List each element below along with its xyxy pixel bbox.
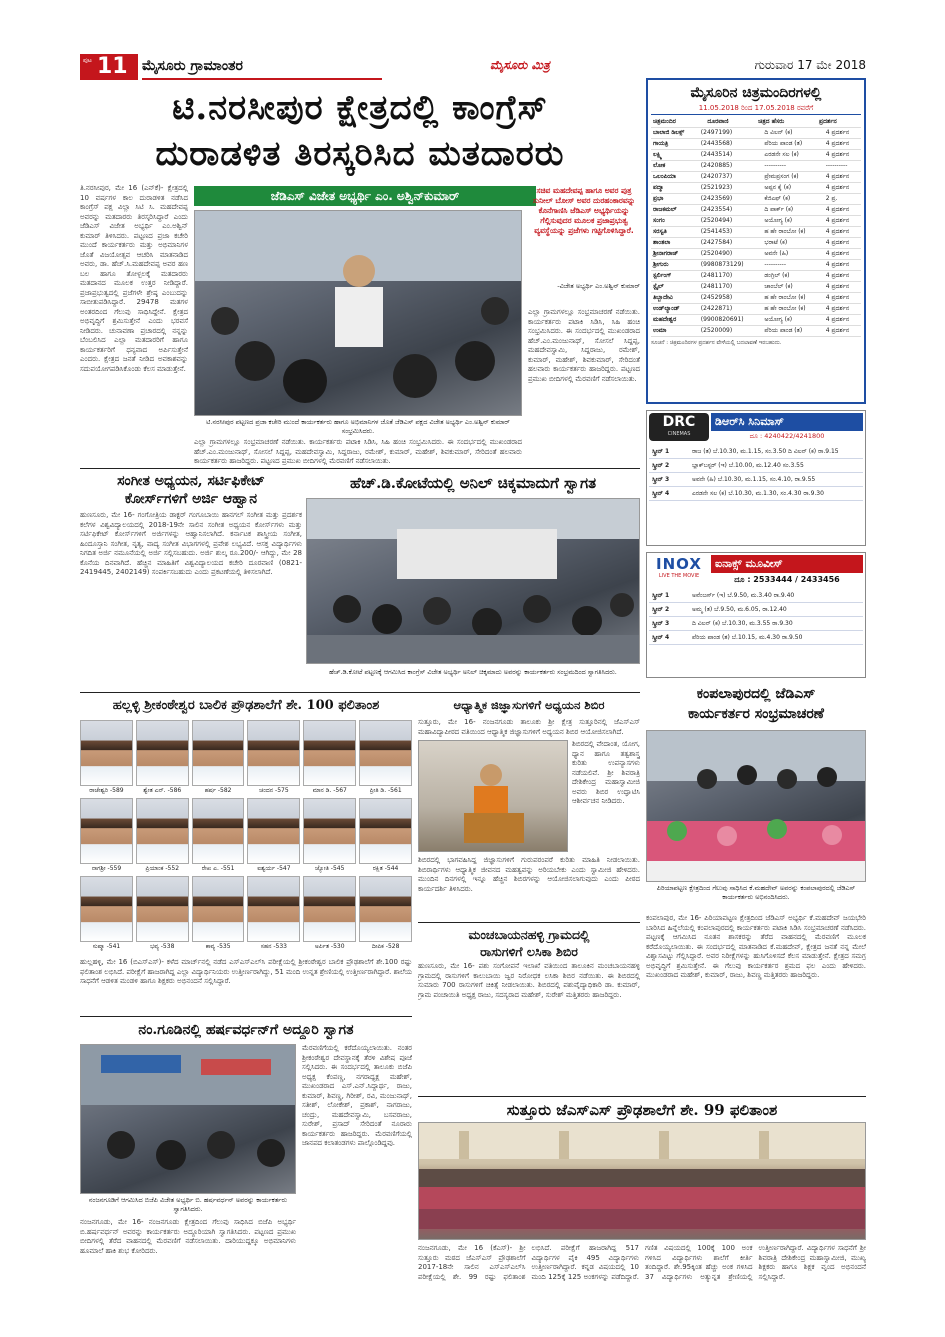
student-name: ಕಾವ್ಯ -535 (205, 943, 231, 950)
cinema-cell: (2521923) (699, 183, 763, 194)
cinema-cell: (2443514) (699, 150, 763, 161)
cinema-cell: (2420737) (699, 172, 763, 183)
cinema-row (651, 249, 861, 260)
lead-story (80, 86, 640, 466)
drc-phone: ದೂ : 4240422/4241800 (749, 432, 825, 440)
page-number-badge (80, 54, 138, 80)
vaccination-story (418, 926, 640, 1014)
cinema-cell: 4 ಪ್ರದರ್ಶನ (824, 315, 861, 326)
cinema-cell: ಅಯೋಗ್ಯ (ಕ) (762, 216, 823, 227)
screen-label: ಸ್ಕ್ರೀನ್ 1 (652, 592, 670, 599)
masthead (80, 54, 866, 80)
student-name: ಜ್ಯೋತಿ -545 (315, 865, 345, 872)
lead-banner (194, 186, 536, 206)
cinema-cell: ಚಾಂಬೆಲ್ (ಕ) (762, 282, 823, 293)
student-card (359, 798, 412, 876)
student-card (80, 720, 133, 798)
cinema-row (651, 128, 861, 139)
cinema-cell: (2452958) (699, 293, 763, 304)
spiritual-headline: ಆಧ್ಯಾತ್ಮಿಕ ಜಿಜ್ಞಾಸುಗಳಿಗೆ ಅಧ್ಯಯನ ಶಿಬಿರ (453, 698, 605, 712)
student-photo (247, 798, 300, 864)
drc-screen-row (649, 445, 863, 459)
drc-screen-row (649, 473, 863, 487)
student-name: ದೀಪಿಕ -528 (371, 943, 400, 950)
student-photo (192, 876, 245, 942)
screen-schedule: ದಿ ವಿಲನ್ (ಕ) ಬೆ.10.30, ಮ.3.55 ರಾ.9.30 (692, 620, 793, 627)
screen-schedule: ಅಮ್ಮ (ತ) ಬೆ.9.50, ಮ.6.05, ರಾ.12.40 (692, 606, 787, 613)
student-photo (136, 876, 189, 942)
cinema-row (651, 150, 861, 161)
cinema-cell: ಭರಾಟೆ (ಕ) (762, 238, 823, 249)
music-headline-1: ಸಂಗೀತ ಅಧ್ಯಯನ, ಸರ್ಟಿಫಿಕೇಟ್ (117, 473, 265, 489)
student-name: ಚಂದನ -575 (259, 787, 289, 794)
col-header: ಪ್ರದರ್ಶನ (817, 117, 861, 128)
inox-screen-row (649, 603, 863, 617)
harshavardhan-photo (80, 1044, 296, 1194)
screen-schedule: ಅವನೇ (ಹಿ) ಬೆ.10.30, ಮ.1.15, ಸಂ.4.10, ರಾ.9.55 (692, 476, 816, 483)
drc-name: ಡಿಆರ್‌ಸಿ ಸಿನಿಮಾಸ್ (715, 415, 784, 428)
cinema-cell: 4 ಪ್ರದರ್ಶನ (824, 139, 861, 150)
cinema-cell: ಮಹದೇಶ್ವರ (651, 315, 699, 326)
cinema-cell: ಹ ಹೇ ರಾಂಬೋ (ಕ) (762, 227, 823, 238)
drc-screen-row (649, 487, 863, 501)
student-name: ಮಾನ ಡಿ. -567 (312, 787, 347, 794)
student-name: ರಾಜೇಶ್ವರಿ -589 (89, 787, 124, 794)
suttur-story (418, 1100, 866, 1282)
col-header: ಚಿತ್ರಮಂದಿರ (651, 117, 705, 128)
students-group-illustration (419, 1123, 866, 1240)
cinema-cell: ಸ್ಟೈಲ್ (651, 282, 699, 293)
cinema-note: ಸೂಚನೆ : ಚಿತ್ರಮಂದಿರಗಳ ಪ್ರದರ್ಶನ ವೇಳೆಯಲ್ಲಿ ಬದಲಾವಣೆ ಇರಬಹುದು. (651, 340, 782, 346)
cinema-cell: 4 ಪ್ರದರ್ಶನ (824, 282, 861, 293)
cinema-cell: ಪೆರಿಯ ಪಾಂಡ (ತ) (762, 326, 823, 337)
drc-screen-row (649, 459, 863, 473)
drc-name-bar (711, 413, 863, 431)
student-name: ರೇಖ ಎ. -551 (201, 865, 235, 872)
divider (80, 692, 640, 693)
student-name: ಐಶ್ವರ್ಯ -547 (257, 865, 291, 872)
student-name: ಅರ್ಪಿತ -530 (314, 943, 345, 950)
lead-photo-continuation: ಎಲ್ಲಾ ಗ್ರಾಮಗಳಲ್ಲೂ ಸಂಭ್ರಮಾಚರಣೆ ನಡೆಯಿತು. ಕಾರ್ಯಕರ್ತರು ಪಟಾಕಿ ಸಿಡಿಸಿ, ಸಿಹಿ ಹಂಚಿ ಸಂಭ್ರಮಿಸಿದರು. ಈ ಸಂದರ್ಭದಲ್ಲಿ ಮುಖಂಡರಾದ ಹೆಚ್.ಎಂ.ಮಂಜುನಾಥ್, ಸೋಸಲೆ ಸಿದ್ದಪ್ಪ, ಮಹದೇವಸ್ವಾಮಿ, ಸಿದ್ದರಾಜು, ರಮೇಶ್, ಕುಮಾರ್, ಮಹೇಶ್, ಶಿವಕುಮಾರ್, ಸೇರಿದಂತೆ ಹಲವಾರು ಕಾರ್ಯಕರ್ತರು ಹಾಜರಿದ್ದರು. ಪಟ್ಟಣದ ಪ್ರಮುಖ ಬೀದಿಗಳಲ್ಲಿ ಮೆರವಣಿಗೆ ನಡೆಸಲಾಯಿತು. (194, 438, 522, 465)
cinema-cell: 4 ಪ್ರದರ್ಶನ (824, 227, 861, 238)
inox-screen-row (649, 617, 863, 631)
screen-label: ಸ್ಕ್ರೀನ್ 1 (652, 448, 670, 455)
lead-quote-author: -ವಿಜೇತ ಅಭ್ಯರ್ಥಿ ಎಂ.ಅಶ್ವಿನ್ ಕುಮಾರ್ (557, 282, 640, 290)
col-header: ಚಿತ್ರದ ಹೆಸರು (756, 117, 817, 128)
screen-schedule: ಎರಡನೇ ಸಲ (ಕ) ಬೆ.10.30, ಮ.1.30, ಸಂ.4.30 ರಾ.9.30 (692, 490, 824, 497)
vaccination-headline-1: ಮಂಚಬಾಯನಹಳ್ಳಿ ಗ್ರಾಮದಲ್ಲಿ (468, 927, 590, 942)
screen-schedule: ಪೆರಿಯ ಪಾಂಡ (ತ) ಬೆ.10.15, ಮ.4.30 ರಾ.9.50 (692, 634, 803, 641)
cinema-cell: ಶ್ರೀನಾಗರಾಜ್ (651, 249, 699, 260)
cinema-cell: (2427584) (699, 238, 763, 249)
cinema-cell: ಸ್ಟರ್ಲಿಂಗ್ (651, 271, 699, 282)
cinema-row (651, 216, 861, 227)
cinema-table-header (651, 117, 861, 128)
page-label: ಪುಟ (83, 57, 92, 64)
drc-logo-sub: CINEMAS (667, 431, 691, 437)
cinema-cell: (2481170) (699, 271, 763, 282)
cinema-cell: 4 ಪ್ರದರ್ಶನ (824, 128, 861, 139)
screen-schedule: ಬ್ಲಾಕ್‌ಬಸ್ಟರ್ (ಇ) ಬೆ.10.00, ಮ.12.40 ಸಂ.3.55 (692, 462, 804, 469)
student-photo (192, 798, 245, 864)
cinema-cell: ಲೋಕ (651, 161, 699, 172)
hdkote-caption: ಹೆಚ್.ಡಿ.ಕೋಟೆ ಪಟ್ಟಣಕ್ಕೆ ಆಗಮಿಸಿದ ಕಾಂಗ್ರೆಸ್ ವಿಜೇತ ಅಭ್ಯರ್ಥಿ ಅನಿಲ್ ಚಿಕ್ಕಮಾದು ಅವರನ್ನು ಕಾರ್ಯಕರ್ತರು ಸಂಭ್ರಮದಿಂದ ಸ್ವಾಗತಿಸಿದರು. (329, 668, 617, 676)
student-photo (303, 876, 356, 942)
student-card (136, 720, 189, 798)
cinema-cell: ಅವನೇ (ಹಿ) (762, 249, 823, 260)
cinema-listings (646, 78, 866, 404)
student-name: ಪ್ರೀತಿ ಡಿ. -561 (369, 787, 402, 794)
cinema-cell: ಶಾಂತಲಾ (651, 238, 699, 249)
kampalapura-photo (646, 730, 866, 882)
cinema-row (651, 227, 861, 238)
cinema-cell: (2423569) (699, 194, 763, 205)
student-photo (359, 720, 412, 786)
screen-schedule: ಅವೆಂಜರ್ಸ್ (ಇ) ಬೆ.9.50, ಮ.3.40 ರಾ.9.40 (692, 592, 795, 599)
inox-name-bar (711, 555, 863, 573)
student-name: ಭವ್ಯ -538 (150, 943, 175, 950)
hdkote-story (306, 472, 640, 690)
vaccination-headline-2: ರಾಸುಗಳಿಗೆ ಲಸಿಕಾ ಶಿಬಿರ (480, 944, 578, 959)
cinema-row (651, 271, 861, 282)
student-grid (80, 720, 412, 954)
student-name: ಶ್ವೇತ ಎನ್. -586 (143, 787, 182, 794)
cinema-row (651, 194, 861, 205)
harshavardhan-caption: ನಂಜನಗೂಡಿಗೆ ಆಗಮಿಸಿದ ಬಿಜೆಪಿ ವಿಜೇತ ಅಭ್ಯರ್ಥಿ ಬಿ. ಹರ್ಷವರ್ಧನ್ ಅವರನ್ನು ಕಾರ್ಯಕರ್ತರು ಸ್ವಾಗತಿಸಿದರು. (88, 1196, 288, 1213)
student-photo (80, 798, 133, 864)
cinema-cell: (2497199) (699, 128, 763, 139)
cinema-cell: (2443568) (699, 139, 763, 150)
lead-photo-caption: ಟಿ.ನರಸೀಪುರ ಪಟ್ಟಣದ ಪ್ರಜಾ ಕಚೇರಿ ಮುಂದೆ ಕಾರ್ಯಕರ್ತರು ಹಾಗೂ ಅಭಿಮಾನಿಗಳ ಜೊತೆ ಜೆಡಿಎಸ್ ಪಕ್ಷದ ವಿಜೇತ ಅಭ್ಯರ್ಥಿ ಎಂ.ಅಶ್ವಿನ್ ಕುಮಾರ್ ಸಂಭ್ರಮಿಸಿದರು. (206, 418, 510, 435)
harshavardhan-headline: ನಂ.ಗೂಡಿನಲ್ಲಿ ಹರ್ಷವರ್ಧನ್‌ಗೆ ಅದ್ದೂರಿ ಸ್ವಾಗತ (138, 1022, 354, 1038)
cinema-cell: ಅಪ್ಪನ ಕೈ (ಕ) (762, 183, 823, 194)
cinema-cell: ರಾಜಕಮಲ್ (651, 205, 699, 216)
cinema-cell: (2520490) (699, 249, 763, 260)
cinema-cell: 4 ಪ್ರದರ್ಶನ (824, 260, 861, 271)
screen-label: ಸ್ಕ್ರೀನ್ 2 (652, 606, 670, 613)
student-photo (80, 876, 133, 942)
harshavardhan-side: ಮೆರವಣಿಗೆಯಲ್ಲಿ ಕರೆದೊಯ್ಯಲಾಯಿತು. ನಂತರ ಶ್ರೀಕಂಠೇಶ್ವರ ದೇವಸ್ಥಾನಕ್ಕೆ ತೆರಳಿ ವಿಶೇಷ ಪೂಜೆ ಸಲ್ಲಿಸಿದರು. ಈ ಸಂದರ್ಭದಲ್ಲಿ ತಾಲೂಕು ಬಿಜೆಪಿ ಅಧ್ಯಕ್ಷ ಕೆಂಪಣ್ಣ, ನಗರಾಧ್ಯಕ್ಷ ಮಹೇಶ್, ಮುಖಂಡರಾದ ಎಸ್.ಎನ್.ಸಿದ್ದಾರ್ಥ, ರಾಜು, ಕುಮಾರ್, ಶಿವಣ್ಣ, ಗಿರೀಶ್, ರವಿ, ಮಂಜುನಾಥ್, ಸತೀಶ್, ಲೋಕೇಶ್, ಪ್ರಕಾಶ್, ನಾಗರಾಜು, ಚಂದ್ರು, ಮಹದೇವಸ್ವಾಮಿ, ಬಸವರಾಜು, ಸುರೇಶ್, ಪ್ರಸಾದ್ ಸೇರಿದಂತೆ ನೂರಾರು ಕಾರ್ಯಕರ್ತರು ಹಾಜರಿದ್ದರು. ಮೆರವಣಿಗೆಯಲ್ಲಿ ಜಾನಪದ ಕಲಾತಂಡಗಳು ಪಾಲ್ಗೊಂಡಿದ್ದವು. (302, 1044, 412, 1147)
student-photo (136, 720, 189, 786)
cinema-row (651, 315, 861, 326)
cinema-cell: (9900820691) (699, 315, 763, 326)
cinema-cell: (2423554) (699, 205, 763, 216)
drc-logo (649, 413, 709, 441)
screen-label: ಸ್ಕ್ರೀನ್ 4 (652, 634, 670, 641)
student-name: ಹರ್ಷ -582 (204, 787, 232, 794)
crowd-illustration (195, 211, 522, 416)
music-story (80, 472, 302, 690)
student-card (247, 876, 300, 954)
cinema-cell: ---------- (762, 260, 823, 271)
lead-quote-box (528, 186, 640, 304)
cinema-cell: ಪ್ರಭಾ (651, 194, 699, 205)
student-card (359, 720, 412, 798)
student-card (303, 720, 356, 798)
student-photo (247, 720, 300, 786)
student-card (359, 876, 412, 954)
school-headline: ಹಲ್ಲಳ್ಳಿ ಶ್ರೀಕಂಠೇಶ್ವರ ಬಾಲಿಕ ಪ್ರೌಢಶಾಲೆಗೆ ಶೇ. 100 ಫಲಿತಾಂಶ (112, 698, 380, 713)
student-card (80, 876, 133, 954)
cinema-rows (651, 128, 861, 337)
lead-quote: ಸಚಿವ ಮಹದೇವಪ್ಪ ಹಾಗೂ ಅವರ ಪುತ್ರ ಸುನೀಲ್ ಬೋಸ್ ಅವರ ದುರಹಂಕಾರವನ್ನು ಕೊನೆಗಾಣಿಸಿ ಜೆಡಿಎಸ್ ಅಭ್ಯರ್ಥಿಯನ್ನು ಗೆಲ್ಲಿಸುವುದರ ಮೂಲಕ ಪ್ರಜಾಪ್ರಭುತ್ವ ವ್ಯವಸ್ಥೆಯನ್ನು ಪ್ರಜೆಗಳು ಗಟ್ಟಿಗೊಳಿಸಿದ್ದಾರೆ. (532, 186, 636, 235)
suttur-headline: ಸುತ್ತೂರು ಜೆಎಸ್‌ಎಸ್ ಪ್ರೌಢಶಾಲೆಗೆ ಶೇ. 99 ಫಲಿತಾಂಶ (506, 1101, 778, 1119)
lead-photo (194, 210, 522, 416)
paper-name: ಮೈಸೂರು ಮಿತ್ರ (490, 58, 550, 72)
kampalapura-caption: ಪಿರಿಯಾಪಟ್ಟಣ ಕ್ಷೇತ್ರದಿಂದ ಗೆಲುವು ಸಾಧಿಸಿದ ಕೆ.ಮಹದೇವ್ ಅವರನ್ನು ಕಂಪಲಾಪುರದಲ್ಲಿ ಜೆಡಿಎಸ್ ಕಾರ್ಯಕರ್ತರು ಅಭಿನಂದಿಸಿದರು. (656, 884, 856, 901)
cinema-cell: 4 ಪ್ರದರ್ಶನ (824, 172, 861, 183)
cinema-cell: ಉಡ್‌ಲ್ಯಾಂಡ್ (651, 304, 699, 315)
student-card (247, 798, 300, 876)
cinema-table (651, 117, 861, 128)
cinema-cell: ಪದ್ಮಾ (651, 183, 699, 194)
student-photo (303, 720, 356, 786)
cinema-cell: 4 ಪ್ರದರ್ಶನ (824, 271, 861, 282)
cinema-cell: 4 ಪ್ರದರ್ಶನ (824, 150, 861, 161)
inox-movies (646, 552, 866, 678)
cinema-cell: ---------- (762, 161, 823, 172)
student-card (303, 876, 356, 954)
inox-name: ಐನಾಕ್ಸ್ ಮೂವೀಸ್ (715, 557, 783, 570)
cinema-row (651, 161, 861, 172)
cinema-cell: 4 ಪ್ರದರ್ಶನ (824, 326, 861, 337)
drc-logo-text: DRC (662, 414, 696, 430)
cinema-row (651, 260, 861, 271)
student-name: ಸಹನ -533 (260, 943, 288, 950)
hdkote-headline: ಹೆಚ್.ಡಿ.ಕೋಟೆಯಲ್ಲಿ ಅನಿಲ್ ಚಿಕ್ಕಮಾದುಗೆ ಸ್ವಾಗತ (349, 474, 597, 492)
cinema-cell: ಸಂಗಂ (651, 216, 699, 227)
cinema-cell: ದಿ ವಿಲನ್ (ಕ) (762, 128, 823, 139)
cinema-cell: ಡಂಗ್ರಿಲ್ (ಕ) (762, 271, 823, 282)
cinema-cell: (2520009) (699, 326, 763, 337)
lead-banner-text: ಜೆಡಿಎಸ್ ವಿಜೇತ ಅಭ್ಯರ್ಥಿ ಎಂ. ಅಶ್ವಿನ್‌ಕುಮಾರ್ (270, 189, 460, 203)
spiritual-body: ಶಿಬಿರದಲ್ಲಿ ಭಾಗವಹಿಸಿದ್ದ ಜಿಜ್ಞಾಸುಗಳಿಗೆ ಗುರುಪರಂಪರೆ ಕುರಿತು ಮಾಹಿತಿ ನೀಡಲಾಯಿತು. ಶಿಬಿರಾರ್ಥಿಗಳು ಆಧ್ಯಾತ್ಮಿಕ ಜೀವನದ ಮಹತ್ವವನ್ನು ಅರಿಯಬೇಕು ಎಂದು ಸ್ವಾಮೀಜಿ ಹೇಳಿದರು. ಮುಂದಿನ ದಿನಗಳಲ್ಲಿ ಇನ್ನೂ ಹೆಚ್ಚಿನ ಶಿಬಿರಗಳನ್ನು ಆಯೋಜಿಸಲಾಗುವುದು ಎಂದು ಪೀಠದ ಕಾರ್ಯದರ್ಶಿ ತಿಳಿಸಿದರು. (418, 856, 640, 893)
cinema-row (651, 172, 861, 183)
school-body: ಹುಲ್ಲಹಳ್ಳಿ, ಮೇ 16 (ಬಿಎಸ್‌ಎಸ್)- ಕಳೆದ ಮಾರ್ಚ್‌ನಲ್ಲಿ ನಡೆದ ಎಸ್‌ಎಸ್‌ಎಲ್‌ಸಿ ಪರೀಕ್ಷೆಯಲ್ಲಿ ಶ್ರೀಕಂಠೇಶ್ವರ ಬಾಲಿಕ ಪ್ರೌಢಶಾಲೆಗೆ ಶೇ.100 ರಷ್ಟು ಫಲಿತಾಂಶ ಲಭಿಸಿದೆ. ಪರೀಕ್ಷೆಗೆ ಹಾಜರಾಗಿದ್ದ ಎಲ್ಲಾ ವಿದ್ಯಾರ್ಥಿನಿಯರು ಉತ್ತೀರ್ಣರಾಗಿದ್ದು, 51 ಮಂದಿ ಉನ್ನತ ಶ್ರೇಣಿಯಲ್ಲಿ ಉತ್ತೀರ್ಣರಾಗಿದ್ದಾರೆ. ಶಾಲೆಯ ಸಾಧನೆಗೆ ಆಡಳಿತ ಮಂಡಳಿ ಹಾಗೂ ಶಿಕ್ಷಕರು ಅಭಿನಂದನೆ ಸಲ್ಲಿಸಿದ್ದಾರೆ. (80, 958, 412, 985)
cinema-row (651, 304, 861, 315)
student-photo (359, 798, 412, 864)
cinema-cell: ಪ್ರೇಮಪ್ರಸಂಗ (ಕ) (762, 172, 823, 183)
divider (80, 1016, 412, 1017)
cinema-cell: (9980873129) (699, 260, 763, 271)
suttur-group-photo (418, 1122, 866, 1240)
lead-headline-line-1: ಟಿ.ನರಸೀಪುರ ಕ್ಷೇತ್ರದಲ್ಲಿ ಕಾಂಗ್ರೆಸ್ (172, 88, 548, 128)
rally-illustration (307, 499, 640, 664)
screen-schedule: ರಾಜ (ತ) ಬೆ.10.30, ಮ.1.15, ಸಂ.3.50 ದಿ ವಿಲನ್ (ಕ) ರಾ.9.15 (692, 448, 839, 455)
student-name: ರಕ್ಷಿತ -544 (372, 865, 399, 872)
cinema-row (651, 139, 861, 150)
kampalapura-body: ಕಂಪಲಾಪುರ, ಮೇ 16- ಪಿರಿಯಾಪಟ್ಟಣ ಕ್ಷೇತ್ರದಿಂದ ಜೆಡಿಎಸ್ ಅಭ್ಯರ್ಥಿ ಕೆ.ಮಹದೇವ್ ಜಯಭೇರಿ ಬಾರಿಸಿದ ಹಿನ್ನೆಲೆಯಲ್ಲಿ ಕಂಪಲಾಪುರದಲ್ಲಿ ಕಾರ್ಯಕರ್ತರು ಪಟಾಕಿ ಸಿಡಿಸಿ ಸಂಭ್ರಮಾಚರಣೆ ನಡೆಸಿದರು. ಪಟ್ಟಣಕ್ಕೆ ಆಗಮಿಸಿದ ನೂತನ ಶಾಸಕರನ್ನು ತೆರೆದ ವಾಹನದಲ್ಲಿ ಮೆರವಣಿಗೆ ಮೂಲಕ ಕರೆದೊಯ್ಯಲಾಯಿತು. ಈ ಸಂದರ್ಭದಲ್ಲಿ ಮಾತನಾಡಿದ ಕೆ.ಮಹದೇವ್, ಕ್ಷೇತ್ರದ ಜನತೆ ನನ್ನ ಮೇಲೆ ವಿಶ್ವಾಸವಿಟ್ಟು ಗೆಲ್ಲಿಸಿದ್ದಾರೆ. ಅವರ ನಿರೀಕ್ಷೆಗಳನ್ನು ಹುಸಿಗೊಳಿಸದೆ ಕೆಲಸ ಮಾಡುತ್ತೇನೆ. ಕ್ಷೇತ್ರದ ಸಮಗ್ರ ಅಭಿವೃದ್ಧಿಗೆ ಶ್ರಮಿಸುತ್ತೇನೆ. ಈ ಗೆಲುವು ಕಾರ್ಯಕರ್ತರ ಶ್ರಮದ ಫಲ ಎಂದು ಹೇಳಿದರು. ಮುಖಂಡರಾದ ಮಹೇಶ್, ಕುಮಾರ್, ರಾಜು, ಶಿವಣ್ಣ ಮತ್ತಿತರರು ಹಾಜರಿದ್ದರು. (646, 914, 866, 979)
col-header: ದೂರವಾಣಿ (705, 117, 756, 128)
inox-screen-row (649, 631, 863, 645)
divider (80, 468, 640, 469)
cinema-subtitle: 11.05.2018 ರಿಂದ 17.05.2018 ರವರೆಗೆ (651, 103, 861, 115)
cinema-cell: ಹ ಹೇ ರಾಂಬೋ (ಕ) (762, 304, 823, 315)
student-photo (136, 798, 189, 864)
cinema-cell: 4 ಪ್ರದರ್ಶನ (824, 216, 861, 227)
drc-screens (649, 445, 863, 501)
cinema-cell: 2 ಪ್ರ. (824, 194, 861, 205)
spiritual-side: ಶಿಬಿರದಲ್ಲಿ ವೇದಾಂತ, ಯೋಗ, ಧ್ಯಾನ ಹಾಗೂ ತತ್ವಶಾಸ್ತ್ರ ಕುರಿತು ಉಪನ್ಯಾಸಗಳು ನಡೆಯಲಿವೆ. ಶ್ರೀ ಶಿವರಾತ್ರಿ ದೇಶಿಕೇಂದ್ರ ಮಹಾಸ್ವಾಮೀಜಿ ಅವರು ಶಿಬಿರ ಉದ್ಘಾಟಿಸಿ ಆಶೀರ್ವಚನ ನೀಡಿದರು. (572, 740, 640, 805)
kampalapura-story (646, 684, 866, 1094)
suttur-body: ನಂಜನಗೂಡು, ಮೇ 16 (ಕೆಎಸ್)- ಶ್ರೀ ಸುತ್ತೂರು ಮಠದ ಜೆಎಸ್‌ಎಸ್ ಪ್ರೌಢಶಾಲೆಗೆ 2017-18ನೇ ಸಾಲಿನ ಎಸ್‌ಎಸ್‌ಎಲ್‌ಸಿ ಪರೀಕ್ಷೆಯಲ್ಲಿ ಶೇ. 99 ರಷ್ಟು ಫಲಿತಾಂಶ ಲಭಿಸಿದೆ. ಪರೀಕ್ಷೆಗೆ ಹಾಜರಾಗಿದ್ದ 517 ವಿದ್ಯಾರ್ಥಿಗಳ ಪೈಕಿ 495 ವಿದ್ಯಾರ್ಥಿಗಳು ಉತ್ತೀರ್ಣರಾಗಿದ್ದಾರೆ. ಕನ್ನಡ ವಿಷಯದಲ್ಲಿ 10 ಮಂದಿ 125ಕ್ಕೆ 125 ಅಂಕಗಳನ್ನು ಪಡೆದಿದ್ದಾರೆ. ಗಣಿತ ವಿಷಯದಲ್ಲಿ 100ಕ್ಕೆ 100 ಅಂಕ ಗಳಿಸಿದ ವಿದ್ಯಾರ್ಥಿಗಳು ಶಾಲೆಗೆ ಕೀರ್ತಿ ತಂದಿದ್ದಾರೆ. ಶೇ.95ಕ್ಕಿಂತ ಹೆಚ್ಚು ಅಂಕ ಗಳಿಸಿದ 37 ವಿದ್ಯಾರ್ಥಿಗಳು ಅತ್ಯುನ್ನತ ಶ್ರೇಣಿಯಲ್ಲಿ ಉತ್ತೀರ್ಣರಾಗಿದ್ದಾರೆ. ವಿದ್ಯಾರ್ಥಿಗಳ ಸಾಧನೆಗೆ ಶ್ರೀ ಶಿವರಾತ್ರಿ ದೇಶಿಕೇಂದ್ರ ಮಹಾಸ್ವಾಮೀಜಿ, ಮುಖ್ಯ ಶಿಕ್ಷಕರು ಹಾಗೂ ಶಿಕ್ಷಕ ವೃಂದ ಅಭಿನಂದನೆ ಸಲ್ಲಿಸಿದ್ದಾರೆ. (418, 1244, 866, 1281)
student-photo (303, 798, 356, 864)
cinema-cell: 4 ಪ್ರದರ್ಶನ (824, 304, 861, 315)
student-name: ಸುಷ್ಮಾ -541 (92, 943, 121, 950)
student-card (80, 798, 133, 876)
cinema-cell: 4 ಪ್ರದರ್ಶನ (824, 293, 861, 304)
cinema-cell: ಎರಡನೇ ಸಲ (ಕ) (762, 150, 823, 161)
school-results (80, 696, 412, 1014)
spiritual-story (418, 696, 640, 920)
lead-side-body: ಎಲ್ಲಾ ಗ್ರಾಮಗಳಲ್ಲೂ ಸಂಭ್ರಮಾಚರಣೆ ನಡೆಯಿತು. ಕಾರ್ಯಕರ್ತರು ಪಟಾಕಿ ಸಿಡಿಸಿ, ಸಿಹಿ ಹಂಚಿ ಸಂಭ್ರಮಿಸಿದರು. ಈ ಸಂದರ್ಭದಲ್ಲಿ ಮುಖಂಡರಾದ ಹೆಚ್.ಎಂ.ಮಂಜುನಾಥ್, ಸೋಸಲೆ ಸಿದ್ದಪ್ಪ, ಮಹದೇವಸ್ವಾಮಿ, ಸಿದ್ದರಾಜು, ರಮೇಶ್, ಕುಮಾರ್, ಮಹೇಶ್, ಶಿವಕುಮಾರ್, ಸೇರಿದಂತೆ ಹಲವಾರು ಕಾರ್ಯಕರ್ತರು ಹಾಜರಿದ್ದರು. ಪಟ್ಟಣದ ಪ್ರಮುಖ ಬೀದಿಗಳಲ್ಲಿ ಮೆರವಣಿಗೆ ನಡೆಸಲಾಯಿತು. (528, 308, 640, 383)
inox-logo (649, 555, 709, 583)
divider (418, 1096, 866, 1097)
student-card (136, 798, 189, 876)
student-card (192, 798, 245, 876)
student-card (136, 876, 189, 954)
cinema-cell: ಗಾಯತ್ರಿ (651, 139, 699, 150)
cinema-row (651, 282, 861, 293)
cinema-cell: ಅಯೋಗ್ಯ (ಕ) (762, 315, 823, 326)
cinema-cell: (2481170) (699, 282, 763, 293)
page-number: 11 (97, 54, 128, 79)
vaccination-body: ಹುಣಸೂರು, ಮೇ 16- ಪಶು ಸಂಗೋಪನೆ ಇಲಾಖೆ ವತಿಯಿಂದ ತಾಲೂಕಿನ ಮಂಚಬಾಯನಹಳ್ಳಿ ಗ್ರಾಮದಲ್ಲಿ ರಾಸುಗಳಿಗೆ ಕಾಲುಬಾಯಿ ಜ್ವರ ನಿರೋಧಕ ಲಸಿಕಾ ಶಿಬಿರ ನಡೆಯಿತು. ಈ ಶಿಬಿರದಲ್ಲಿ ಸುಮಾರು 700 ರಾಸುಗಳಿಗೆ ಚಿಕಿತ್ಸೆ ನೀಡಲಾಯಿತು. ಶಿಬಿರದಲ್ಲಿ ಪಶುವೈದ್ಯಾಧಿಕಾರಿ ಡಾ. ಕುಮಾರ್, ಗ್ರಾಮ ಪಂಚಾಯಿತಿ ಅಧ್ಯಕ್ಷ ರಾಜು, ಸದಸ್ಯರಾದ ಮಹೇಶ್, ಸುರೇಶ್ ಮತ್ತಿತರರು ಹಾಜರಿದ್ದರು. (418, 962, 640, 999)
swamiji-illustration (419, 741, 568, 852)
cinema-cell: ಬಾಲಾಜಿ ಡಿಲಕ್ಸ್ (651, 128, 699, 139)
drc-cinemas (646, 410, 866, 546)
cinema-cell: ಕೆಜಿಎಫ್ (ಕ) (762, 194, 823, 205)
inox-logo-sub: LIVE THE MOVIE (658, 573, 700, 579)
inox-logo-text: INOX (656, 555, 702, 573)
cinema-cell: ಸರಸ್ವತಿ (651, 227, 699, 238)
celebration-illustration (647, 731, 866, 882)
cinema-cell: ಹ ಹೇ ರಾಂಬೋ (ಕ) (762, 293, 823, 304)
cinema-row (651, 183, 861, 194)
student-card (192, 720, 245, 798)
cinema-row (651, 326, 861, 337)
music-headline-2: ಕೋರ್ಸ್‌ಗಳಿಗೆ ಅರ್ಜಿ ಆಹ್ವಾನ (124, 491, 258, 507)
student-card (303, 798, 356, 876)
inox-phone: ದೂ : 2533444 / 2433456 (734, 575, 840, 584)
lead-body: ತಿ.ನರಸೀಪುರ, ಮೇ 16 (ಎನ್‌ಕೆ)- ಕ್ಷೇತ್ರದಲ್ಲಿ 10 ವರ್ಷಗಳ ಕಾಲ ದುರಾಡಳಿತ ನಡೆಸಿದ ಕಾಂಗ್ರೆಸ್ ಪಕ್ಷ ವಿಲ್ಲಾ ಸಿಟಿ ಸಿ. ಮಹದೇವಪ್ಪ ಅವರನ್ನು ಮತದಾರರು ತಿರಸ್ಕರಿಸಿದ್ದಾರೆ ಎಂದು ಜೆಡಿಎಸ್ ವಿಜೇತ ಅಭ್ಯರ್ಥಿ ಎಂ.ಅಶ್ವಿನ್ ಕುಮಾರ್ ತಿಳಿಸಿದರು. ಪಟ್ಟಣದ ಪ್ರಜಾ ಕಚೇರಿ ಮುಂದೆ ಕಾರ್ಯಕರ್ತರು ಮತ್ತು ಅಭಿಮಾನಿಗಳ ಜೊತೆ ವಿಜಯೋತ್ಸವ ಆಚರಿಸಿ ಮಾತನಾಡಿದ ಅವರು, ಡಾ. ಹೆಚ್.ಸಿ.ಮಹದೇವಪ್ಪ ಅವರ ಹಣ ಬಲ ಹಾಗೂ ತೋಳ್ಬಲಕ್ಕೆ ಮತದಾರರು ಮತದಾನದ ಮೂಲಕ ಉತ್ತರ ನೀಡಿದ್ದಾರೆ. ಪ್ರಜಾಪ್ರಭುತ್ವದಲ್ಲಿ ಪ್ರಜೆಗಳೇ ಶ್ರೇಷ್ಠ ಎಂಬುದನ್ನು ಸಾಬೀತುಪಡಿಸಿದ್ದಾರೆ. 29478 ಮತಗಳ ಅಂತರದಿಂದ ಗೆಲುವು ಸಾಧಿಸಿದ್ದೇನೆ. ಕ್ಷೇತ್ರದ ಅಭಿವೃದ್ಧಿಗೆ ಶ್ರಮಿಸುತ್ತೇನೆ ಎಂದು ಭರವಸೆ ನೀಡಿದರು. ಚುನಾವಣಾ ಪ್ರಚಾರದಲ್ಲಿ ನನ್ನನ್ನು ಬೆಂಬಲಿಸಿದ ಎಲ್ಲಾ ಮತದಾರರಿಗೆ ಹಾಗೂ ಕಾರ್ಯಕರ್ತರಿಗೆ ಧನ್ಯವಾದ ಅರ್ಪಿಸುತ್ತೇನೆ ಎಂದರು. ಕ್ಷೇತ್ರದ ಜನತೆ ನೀಡಿದ ಅವಕಾಶವನ್ನು ಸದುಪಯೋಗಪಡಿಸಿಕೊಂಡು ಕೆಲಸ ಮಾಡುತ್ತೇನೆ. (80, 184, 188, 373)
student-card (247, 720, 300, 798)
masthead-rule (142, 78, 382, 80)
cinema-cell: ---------- (824, 161, 861, 172)
student-photo (192, 720, 245, 786)
cinema-cell: ಪೆರಿಯ ಪಾಂಡ (ತ) (762, 139, 823, 150)
inox-screens (649, 589, 863, 645)
screen-label: ಸ್ಕ್ರೀನ್ 2 (652, 462, 670, 469)
spiritual-photo (418, 740, 568, 852)
spiritual-intro: ಸುತ್ತೂರು, ಮೇ 16- ನಂಜನಗೂಡು ತಾಲೂಕು ಶ್ರೀ ಕ್ಷೇತ್ರ ಸುತ್ತೂರಿನಲ್ಲಿ ಜೆಎಸ್‌ಎಸ್ ಮಹಾವಿದ್ಯಾಪೀಠದ ವತಿಯಿಂದ ಆಧ್ಯಾತ್ಮಿಕ ಜಿಜ್ಞಾಸುಗಳಿಗೆ ಅಧ್ಯಯನ ಶಿಬಿರ ಆಯೋಜಿಸಲಾಗಿದೆ. (418, 718, 640, 736)
student-name: ಪ್ರಿಯಾಂಕ -552 (145, 865, 180, 872)
cinema-row (651, 205, 861, 216)
cinema-cell: (2420885) (699, 161, 763, 172)
issue-date: ಗುರುವಾರ 17 ಮೇ 2018 (754, 58, 866, 72)
cinema-cell: ತಿಬ್ಬಾದೇವಿ (651, 293, 699, 304)
section-name: ಮೈಸೂರು ಗ್ರಾಮಾಂತರ (142, 58, 243, 74)
lead-headline-line-2: ದುರಾಡಳಿತ ತಿರಸ್ಕರಿಸಿದ ಮತದಾರರು (155, 134, 565, 174)
inox-screen-row (649, 589, 863, 603)
cinema-cell: 4 ಪ್ರದರ್ಶನ (824, 205, 861, 216)
cinema-cell: ಶ್ರೀಗುರು (651, 260, 699, 271)
cinema-cell: 4 ಪ್ರದರ್ಶನ (824, 238, 861, 249)
kampalapura-headline-2: ಕಾರ್ಯಕರ್ತರ ಸಂಭ್ರಮಾಚರಣೆ (688, 706, 824, 722)
harshavardhan-body: ನಂಜನಗೂಡು, ಮೇ 16- ನಂಜನಗೂಡು ಕ್ಷೇತ್ರದಿಂದ ಗೆಲುವು ಸಾಧಿಸಿದ ಬಿಜೆಪಿ ಅಭ್ಯರ್ಥಿ ಬಿ.ಹರ್ಷವರ್ಧನ್ ಅವರನ್ನು ಕಾರ್ಯಕರ್ತರು ಅದ್ದೂರಿಯಾಗಿ ಸ್ವಾಗತಿಸಿದರು. ಪಟ್ಟಣದ ಪ್ರಮುಖ ಬೀದಿಗಳಲ್ಲಿ ತೆರೆದ ವಾಹನದಲ್ಲಿ ಮೆರವಣಿಗೆ ನಡೆಸಲಾಯಿತು. ದಾರಿಯುದ್ದಕ್ಕೂ ಅಭಿಮಾನಿಗಳು ಹೂಮಾಲೆ ಹಾಕಿ ಶುಭ ಕೋರಿದರು. (80, 1218, 296, 1255)
screen-label: ಸ್ಕ್ರೀನ್ 3 (652, 476, 670, 483)
hdkote-photo (306, 498, 640, 664)
screen-label: ಸ್ಕ್ರೀನ್ 4 (652, 490, 670, 497)
cinema-cell: (2422871) (699, 304, 763, 315)
screen-label: ಸ್ಕ್ರೀನ್ 3 (652, 620, 670, 627)
divider (418, 922, 640, 923)
cinema-cell: (2520494) (699, 216, 763, 227)
music-body: ಹುಣಸೂರು, ಮೇ 16- ಗಂಗೋತ್ರಿಯ ಡಾಕ್ಟರ್ ಗಂಗೂಬಾಯಿ ಹಾನಗಲ್ ಸಂಗೀತ ಮತ್ತು ಪ್ರದರ್ಶಕ ಕಲೆಗಳ ವಿಶ್ವವಿದ್ಯಾಲಯದಲ್ಲಿ 2018-19ನೇ ಸಾಲಿನ ಸಂಗೀತ ಅಧ್ಯಯನ ಕೋರ್ಸ್‌ಗಳು ಮತ್ತು ಸರ್ಟಿಫಿಕೇಟ್ ಕೋರ್ಸ್‌ಗಳಿಗೆ ಅರ್ಜಿಗಳನ್ನು ಆಹ್ವಾನಿಸಲಾಗಿದೆ. ಕರ್ನಾಟಕ ಶಾಸ್ತ್ರೀಯ ಸಂಗೀತ, ಹಿಂದೂಸ್ತಾನಿ ಸಂಗೀತ, ನೃತ್ಯ, ವಾದ್ಯ ಸಂಗೀತ ವಿಭಾಗಗಳಲ್ಲಿ ಪ್ರವೇಶ ಲಭ್ಯವಿದೆ. ಆಸಕ್ತ ವಿದ್ಯಾರ್ಥಿಗಳು ನಿಗದಿತ ಅರ್ಜಿ ನಮೂನೆಯಲ್ಲಿ ಅರ್ಜಿ ಸಲ್ಲಿಸಬಹುದು. ಅರ್ಜಿ ಶುಲ್ಕ ರೂ.200/- ಆಗಿದ್ದು, ಮೇ 28 ಕೊನೆಯ ದಿನವಾಗಿದೆ. ಹೆಚ್ಚಿನ ಮಾಹಿತಿಗೆ ವಿಶ್ವವಿದ್ಯಾಲಯದ ಕಚೇರಿ ದೂರವಾಣಿ (0821-2419445, 2402149) ಸಂಪರ್ಕಿಸಬಹುದು ಎಂದು ಪ್ರಕಟಣೆಯಲ್ಲಿ ತಿಳಿಸಲಾಗಿದೆ. (80, 511, 302, 576)
harshavardhan-story (80, 1020, 412, 1280)
cinema-cell: 4 ಪ್ರದರ್ಶನ (824, 249, 861, 260)
cinema-cell: ಲಕ್ಷ್ಮಿ (651, 150, 699, 161)
student-name: ನಾಗಶ್ರೀ -559 (91, 865, 122, 872)
student-photo (359, 876, 412, 942)
cinema-cell: (2541453) (699, 227, 763, 238)
cinema-title: ಮೈಸೂರಿನ ಚಿತ್ರಮಂದಿರಗಳಲ್ಲಿ (690, 85, 822, 101)
student-card (192, 876, 245, 954)
student-photo (80, 720, 133, 786)
cinema-cell: ಒಲಂಪಿಯಾ (651, 172, 699, 183)
cinema-row (651, 238, 861, 249)
cinema-row (651, 293, 861, 304)
cinema-cell: ಉಮಾ (651, 326, 699, 337)
cinema-cell: ದಿ ಪಾರ್ಕ್ (ಕ) (762, 205, 823, 216)
kampalapura-headline-1: ಕಂಪಲಾಪುರದಲ್ಲಿ ಜೆಡಿಎಸ್ (696, 686, 816, 702)
cinema-cell: 4 ಪ್ರದರ್ಶನ (824, 183, 861, 194)
student-photo (247, 876, 300, 942)
welcome-illustration (81, 1045, 296, 1194)
